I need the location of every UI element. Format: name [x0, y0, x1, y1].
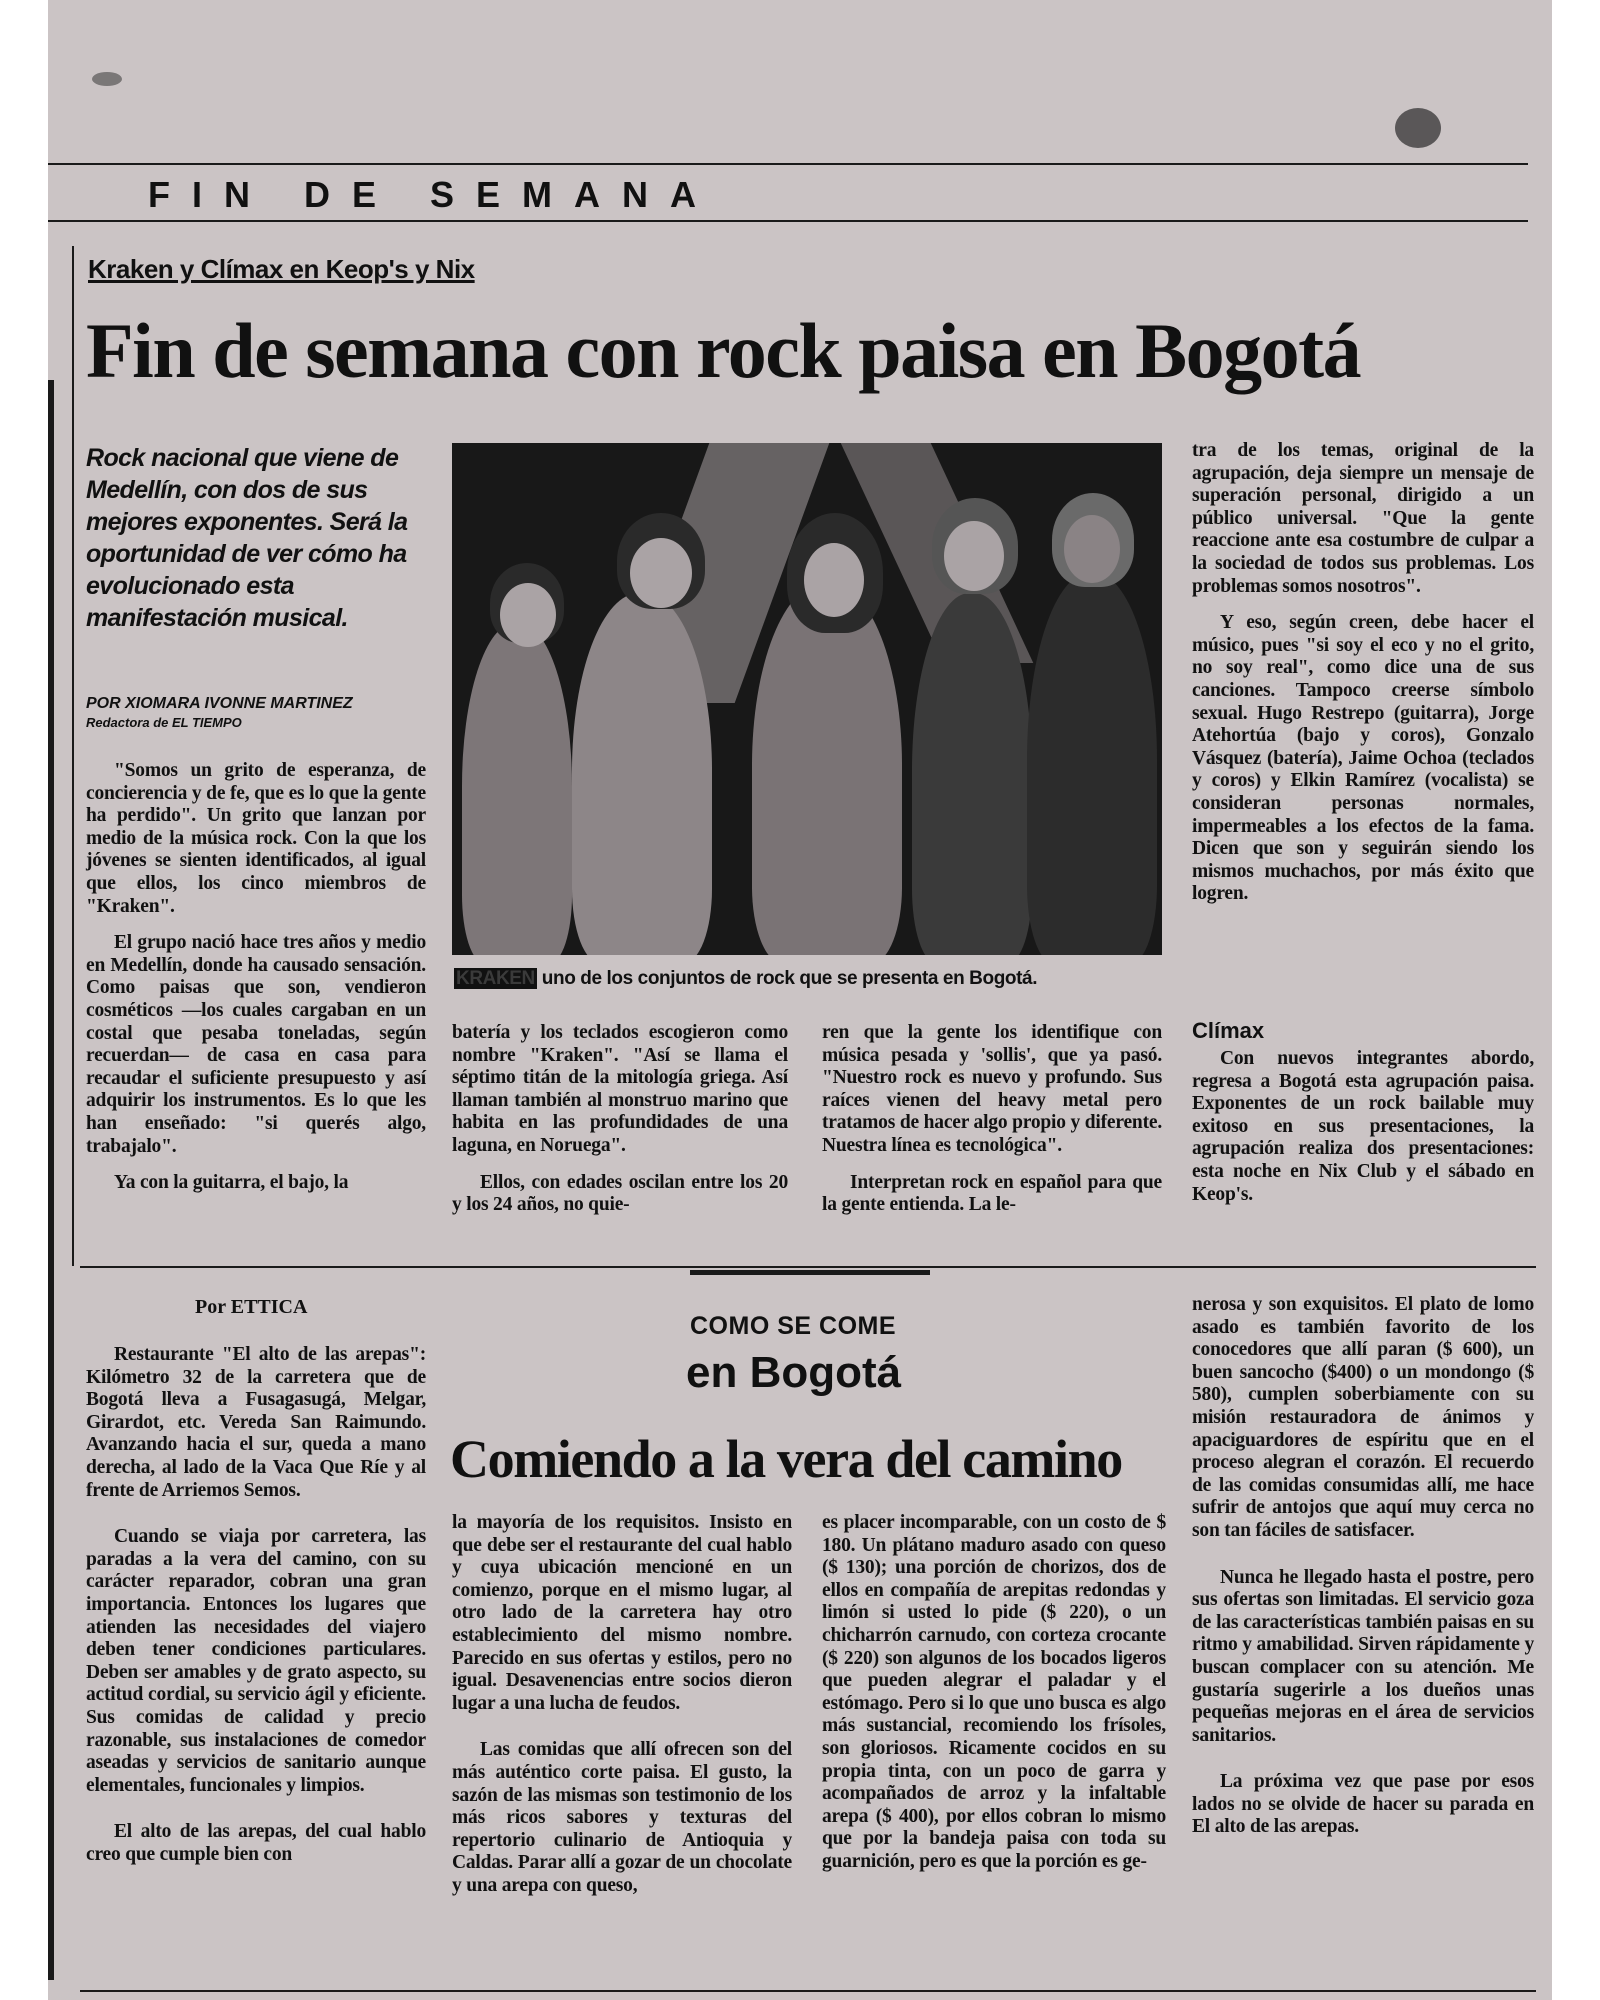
- paragraph: Ellos, con edades oscilan entre los 20 y los 24 años, no quie-: [452, 1171, 788, 1216]
- climax-subhead: Clímax: [1192, 1018, 1265, 1043]
- paragraph: Y eso, según creen, debe hacer el músico, pues "si soy el eco y no el grito, no soy real", como dice una de sus canciones. Tampoco creerse símbolo sexual. Hugo Restrepo (guitarra), Jorge Atehortúa (bajo y coros), Gonzalo Vásquez (batería), Jaime Ochoa (teclados y coros) y Elkin Ramírez (vocalista) se consideran personas normales, impermeables a los efectos de la fama. Dicen que son y seguirán siendo los mismos muchachos, por más éxito que logren.: [1192, 612, 1534, 905]
- band-photo: [452, 443, 1162, 955]
- articles-divider: [80, 1266, 1536, 1268]
- paragraph: El grupo nació hace tres años y medio en Medellín, donde ha causado sensación. Como paisas que son, vendieron cosméticos —los cuales cargaban en un costal que pesaba toneladas, según recuerdan— de casa en casa para recaudar el suficiente presupuesto y así adquirir los instrumentos. Es lo que les han enseñado: "si querés algo, trabajalo".: [86, 932, 426, 1157]
- paragraph: Interpretan rock en español para que la gente entienda. La le-: [822, 1171, 1162, 1216]
- article2-col1: [86, 1344, 426, 1880]
- article-byline: [86, 694, 426, 732]
- paragraph: La próxima vez que pase por esos lados no se olvide de hacer su parada en El alto de las arepas.: [1192, 1771, 1534, 1838]
- caption-text: uno de los conjuntos de rock que se presenta en Bogotá.: [541, 968, 1038, 989]
- article1-col3: [822, 1022, 1162, 1231]
- paragraph: es placer incomparable, con un costo de $ 180. Un plátano maduro asado con queso ($ 130); una porción de chorizos, dos de ellos en compañía de arepitas redondas y limón si usted lo pide ($ 220), o un chicharrón carnudo, con corteza crocante ($ 220) son algunos de los bocados ligeros que pueden alegrar el paladar y el estómago. Pero si lo que uno busca es algo más sustancial, recomiendo los frísoles, son gloriosos. Ricamente cocidos en su propia tinta, con un poco de garra y acompañados de arroz y la infaltable arepa ($ 400), por ellos cobran lo mismo que por la bandeja paisa con toda su guarnición, pero es que la porción es ge-: [822, 1512, 1166, 1872]
- column-label: COMO SE COME: [690, 1312, 897, 1340]
- article1-col2: [452, 1022, 788, 1231]
- paragraph: la mayoría de los requisitos. Insisto en que debe ser el restaurante del cual hablo y cuya ubicación mencioné en un comienzo, porque en el mismo lugar, al otro lado de la carretera hay otro establecimiento del mismo nombre. Parecido en sus ofertas y estilos, pero no igual. Desavenencias entre socios dieron lugar a una lucha de feudos.: [452, 1512, 792, 1714]
- paragraph: tra de los temas, original de la agrupación, deja siempre un mensaje de superación personal, dirigido a un público universal. "Que la gente reaccione ante esa costumbre de culpar a la sociedad de todos sus problemas. Los problemas somos nosotros".: [1192, 440, 1534, 597]
- byline-role: Redactora de EL TIEMPO: [86, 715, 242, 730]
- caption-tag: KRAKEN: [456, 968, 535, 989]
- paragraph: Con nuevos integrantes abordo, regresa a Bogotá esta agrupación paisa. Exponentes de un rock bailable muy exitoso en sus presentaciones, la agrupación realiza dos presentaciones: esta noche en Nix Club y el sábado en Keop's.: [1192, 1048, 1534, 1205]
- paragraph: "Somos un grito de esperanza, de concierencia y de fe, que es lo que la gente ha perdido". Un grito que lanzan por medio de la música rock. Con la que los jóvenes se sienten identificados, al igual que ellos, los cinco miembros de "Kraken".: [86, 760, 426, 917]
- byline-author: POR XIOMARA IVONNE MARTINEZ: [86, 695, 353, 712]
- article2-col3: [822, 1512, 1166, 1888]
- header-rule-top: [48, 163, 1528, 165]
- ink-smudge: [92, 72, 122, 86]
- article2-headline: Comiendo a la vera del camino: [450, 1429, 1122, 1489]
- article2-byline: Por ETTICA: [195, 1296, 308, 1318]
- article2-col2: [452, 1512, 792, 1912]
- paragraph: Ya con la guitarra, el bajo, la: [114, 1172, 349, 1194]
- section-title: FIN DE SEMANA: [148, 174, 719, 215]
- paragraph: Nunca he llegado hasta el postre, pero sus ofertas son limitadas. El servicio goza de las características también paisas en su ritmo y amabilidad. Sirven rápidamente y buscan complacer con su atención. Me gustaría sugerirle a los dueños unas pequeñas mejoras en el área de servicios sanitarios.: [1192, 1566, 1534, 1746]
- paragraph: nerosa y son exquisitos. El plato de lomo asado es también favorito de los conocedores que allí paran ($ 600), un buen sancocho ($400) o un mondongo ($ 580), cumplen soberbiamente con su misión restauradora de ánimos y apaciguardores de espíritu que en el proceso alegran el corazón. El recuerdo de las comidas consumidas allí, me hace sufrir de antojos que aquí muy cerca no son tan fáciles de satisfacer.: [1192, 1294, 1534, 1541]
- column-label-bar: [690, 1270, 930, 1275]
- header-rule-bottom: [48, 220, 1528, 222]
- paragraph: batería y los teclados escogieron como nombre "Kraken". "Así se llama el séptimo titán de la mitología griega. Así llaman también al monstruo marino que habita en las profundidades de una laguna, en Noruega".: [452, 1022, 788, 1156]
- article1-climax-text: [1192, 1048, 1534, 1220]
- paragraph: Las comidas que allí ofrecen son del más auténtico corte paisa. El gusto, la sazón de las mismas son testimonio de los más ricos sabores y texturas del repertorio culinario de Antioquia y Caldas. Parar allí a gozar de un chocolate y una arepa con queso,: [452, 1739, 792, 1896]
- article-headline: Fin de semana con rock paisa en Bogotá: [86, 307, 1361, 394]
- paragraph: El alto de las arepas, del cual hablo creo que cumple bien con: [86, 1821, 426, 1865]
- article1-col4: [1192, 440, 1534, 920]
- bottom-rule: [80, 1990, 1536, 1992]
- paragraph: [86, 1344, 426, 1502]
- paragraph: Cuando se viaja por carretera, las paradas a la vera del camino, con su carácter reparador, cobran una gran importancia. Entonces los lugares que atienden las necesidades del viajero deben tener condiciones particulares. Deben ser amables y de grato aspecto, su actitud cordial, su servicio ágil y eficiente. Sus comidas de calidad y precio razonable, sus instalaciones de comedor aseadas y servicios de sanitario aunque elementales, funcionales y limpios.: [86, 1526, 426, 1796]
- article-kicker: Kraken y Clímax en Keop's y Nix: [88, 254, 475, 284]
- ink-smudge: [1395, 108, 1441, 148]
- column-sublabel: en Bogotá: [686, 1348, 902, 1397]
- photo-caption: [454, 968, 1037, 990]
- scan-edge: [48, 380, 54, 1980]
- article-left-rule: [72, 246, 74, 1266]
- article-dek: Rock nacional que viene de Medellín, con dos de sus mejores exponentes. Será la oportunidad de ver cómo ha evolucionado esta manifestación musical.: [86, 444, 408, 632]
- lead-text: Kilómetro 32 de la carretera que de Bogotá lleva a Fusagasugá, Melgar, Girardot, etc. Vereda San Raimundo. Avanzando hacia el sur, queda a mano derecha, al lado de la Vaca Que Ríe y al frente de Arriemos Semos.: [86, 1366, 426, 1501]
- paragraph: ren que la gente los identifique con música pesada y 'sollis', que ya pasó. "Nuestro rock es nuevo y profundo. Sus raíces vienen del heavy metal pero tratamos de hacer algo propio y diferente. Nuestra línea es tecnológica".: [822, 1022, 1162, 1156]
- article1-col1: [86, 760, 426, 1209]
- article2-col4: [1192, 1294, 1534, 1853]
- lead-bold: Restaurante "El alto de las arepas":: [114, 1344, 426, 1365]
